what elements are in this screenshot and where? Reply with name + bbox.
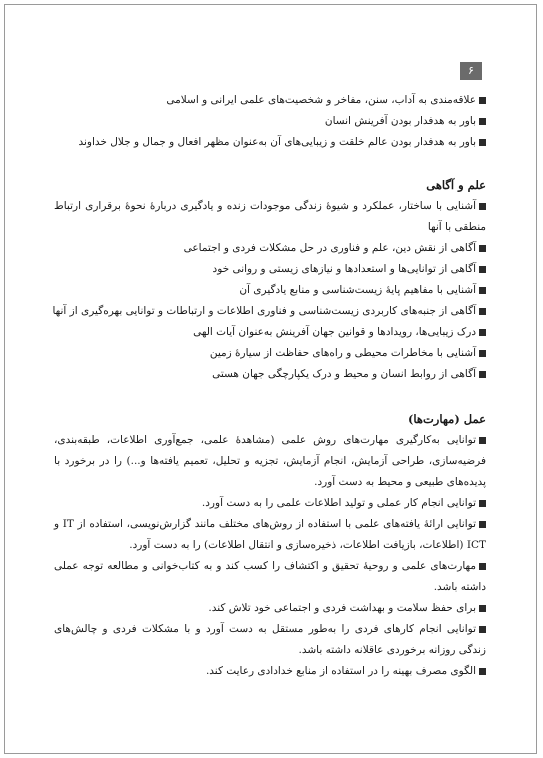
list-item: آشنایی با ساختار، عملکرد و شیوهٔ زندگی موجودات زنده و یادگیری دربارهٔ نحوهٔ برقراری ارتباط منطقی با آنها: [54, 200, 486, 233]
square-bullet-icon: [479, 266, 486, 273]
square-bullet-icon: [479, 97, 486, 104]
list-item: آشنایی با مفاهیم پایهٔ زیست‌شناسی و منابع یادگیری آن: [54, 280, 486, 301]
square-bullet-icon: [479, 668, 486, 675]
square-bullet-icon: [479, 329, 486, 336]
square-bullet-icon: [479, 500, 486, 507]
square-bullet-icon: [479, 139, 486, 146]
list-item: درک زیبایی‌ها، رویدادها و قوانین جهان آفرینش به‌عنوان آیات الهی: [54, 322, 486, 343]
list-item: توانایی انجام کارهای فردی را به‌طور مستقل به دست آورد و با مشکلات فردی و چالش‌های زندگی روزانه برخوردی عاقلانه داشته باشد.: [54, 623, 486, 656]
square-bullet-icon: [479, 118, 486, 125]
square-bullet-icon: [479, 287, 486, 294]
section-heading: عمل (مهارت‌ها): [407, 412, 486, 426]
list-item: آگاهی از جنبه‌های کاربردی زیست‌شناسی و فناوری اطلاعات و ارتباطات و توانایی بهره‌گیری از آنها: [54, 301, 486, 322]
section-heading: علم و آگاهی: [426, 178, 486, 192]
square-bullet-icon: [479, 605, 486, 612]
square-bullet-icon: [479, 437, 486, 444]
list-item: باور به هدفدار بودن عالم خلقت و زیبایی‌های آن به‌عنوان مظهر افعال و جمال و جلال خداوند: [54, 132, 486, 153]
page-content: [54, 90, 486, 682]
square-bullet-icon: [479, 521, 486, 528]
list-item: توانایی انجام کار عملی و تولید اطلاعات علمی را به دست آورد.: [54, 493, 486, 514]
square-bullet-icon: [479, 203, 486, 210]
square-bullet-icon: [479, 563, 486, 570]
list-item: توانایی ارائهٔ یافته‌های علمی با استفاده از روش‌های مختلف مانند گزارش‌نویسی، استفاده از IT و ICT (اطلاعات، بازیافت اطلاعات، ذخیره‌سازی و انتقال اطلاعات) را به دست آورد.: [54, 518, 486, 551]
list-item: الگوی مصرف بهینه را در استفاده از منابع خدادادی رعایت کند.: [54, 661, 486, 682]
list-item: باور به هدفدار بودن آفرینش انسان: [54, 111, 486, 132]
square-bullet-icon: [479, 371, 486, 378]
list-item: مهارت‌های علمی و روحیهٔ تحقیق و اکتشاف را کسب کند و به کتاب‌خوانی و مطالعه توجه عملی داشته باشد.: [54, 560, 486, 593]
square-bullet-icon: [479, 350, 486, 357]
square-bullet-icon: [479, 626, 486, 633]
list-item: برای حفظ سلامت و بهداشت فردی و اجتماعی خود تلاش کند.: [54, 598, 486, 619]
list-item: آگاهی از توانایی‌ها و استعدادها و نیازهای زیستی و روانی خود: [54, 259, 486, 280]
list-item: آگاهی از نقش دین، علم و فناوری در حل مشکلات فردی و اجتماعی: [54, 238, 486, 259]
list-item: آگاهی از روابط انسان و محیط و درک یکپارچگی جهان هستی: [54, 364, 486, 385]
square-bullet-icon: [479, 245, 486, 252]
square-bullet-icon: [479, 308, 486, 315]
list-item: علاقه‌مندی به آداب، سنن، مفاخر و شخصیت‌های علمی ایرانی و اسلامی: [54, 90, 486, 111]
page-number: ۶: [460, 62, 482, 80]
list-item: آشنایی با مخاطرات محیطی و راه‌های حفاظت از سیارهٔ زمین: [54, 343, 486, 364]
list-item: توانایی به‌کارگیری مهارت‌های روش علمی (مشاهدهٔ علمی، جمع‌آوری اطلاعات، طبقه‌بندی، فرضیه‌سازی، طراحی آزمایش، انجام آزمایش، تجزیه و تحلیل، تعمیم یافته‌ها و...) را در برخورد با پدیده‌های طبیعی و محیط به دست آورد.: [54, 434, 486, 488]
